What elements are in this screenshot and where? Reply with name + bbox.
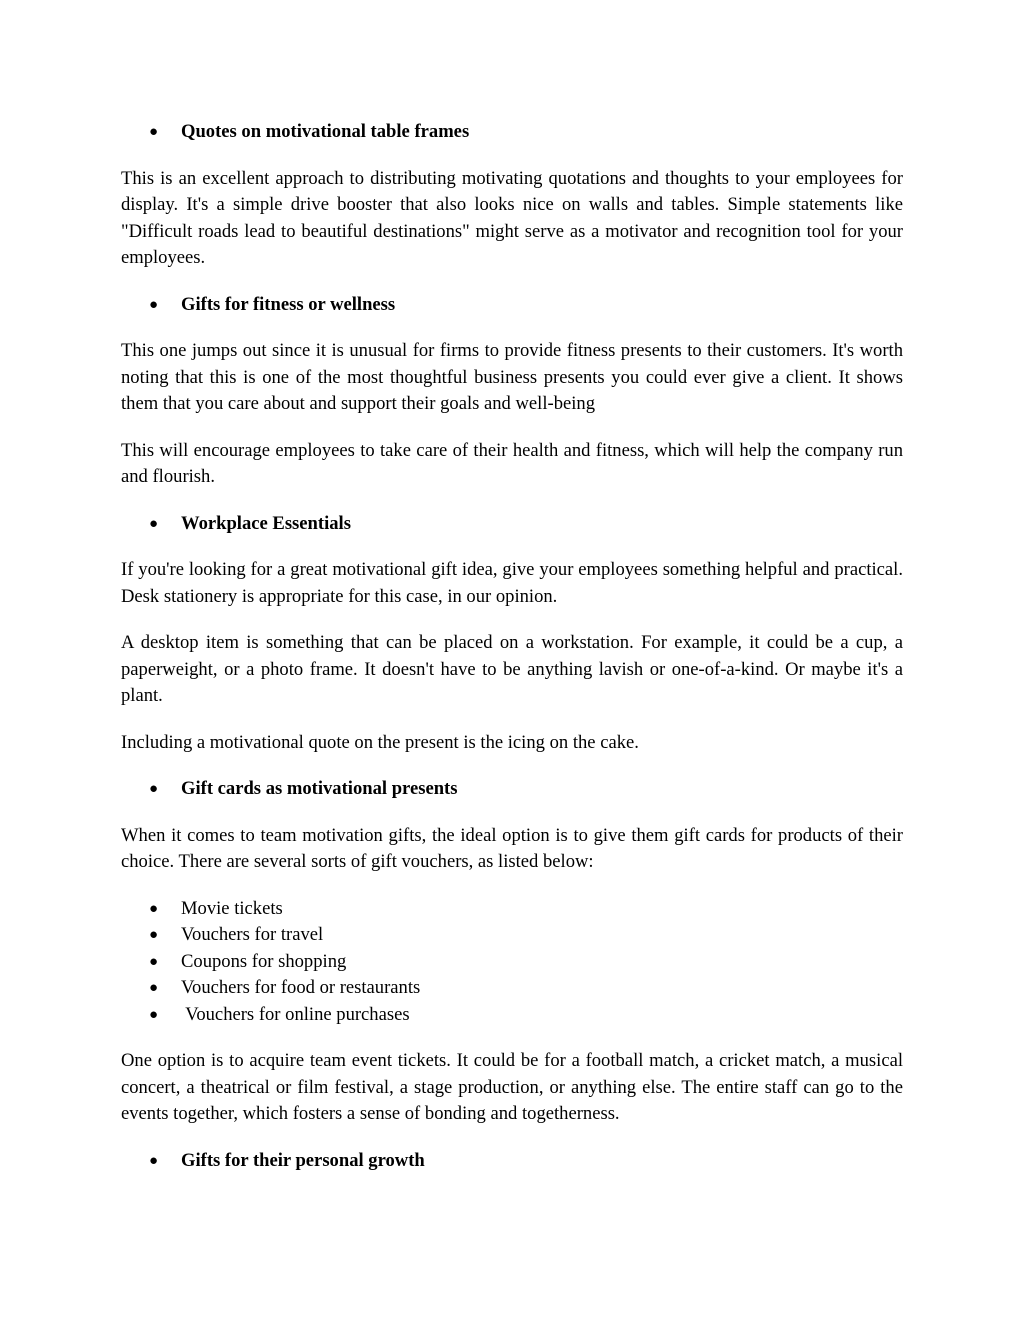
bullet-icon: ● xyxy=(149,980,159,996)
bullet-icon: ● xyxy=(149,1006,159,1023)
bullet-icon: ● xyxy=(149,781,159,797)
paragraph: This one jumps out since it is unusual for firms to provide fitness presents to their customers. It's worth noting that this is one of the most thoughtful business presents you could ever give a client. It shows them that you care about and support their goals and well-being xyxy=(121,340,903,414)
list-item-text: Movie tickets xyxy=(181,897,283,919)
section-heading-workplace xyxy=(121,511,903,538)
bullet-icon: ● xyxy=(149,124,159,140)
list-item xyxy=(121,1002,903,1029)
paragraph: One option is to acquire team event tickets. It could be for a football match, a cricket match, a musical concert, a theatrical or film festival, a stage production, or anything else. The entire staff can go to the events together, which fosters a sense of bonding and togetherness. xyxy=(121,1050,903,1124)
bullet-icon: ● xyxy=(149,927,159,943)
list-item-text: Vouchers for food or restaurants xyxy=(181,977,421,998)
document-page xyxy=(121,119,903,1194)
heading-text: Gift cards as motivational presents xyxy=(181,778,458,799)
bullet-icon: ● xyxy=(149,900,159,917)
list-item-text: Vouchers for online purchases xyxy=(181,1003,410,1025)
paragraph: Including a motivational quote on the present is the icing on the cake. xyxy=(121,731,639,753)
list-item xyxy=(121,949,903,976)
bullet-icon: ● xyxy=(149,1152,159,1169)
section-heading-quotes xyxy=(121,119,903,146)
heading-text: Quotes on motivational table frames xyxy=(181,121,470,142)
bullet-icon: ● xyxy=(149,953,159,970)
list-item-text: Vouchers for travel xyxy=(181,924,324,945)
section-heading-personal-growth xyxy=(121,1148,903,1175)
list-item-text: Coupons for shopping xyxy=(181,950,347,972)
bullet-icon: ● xyxy=(149,296,159,313)
list-item xyxy=(121,975,903,1002)
voucher-list xyxy=(121,896,903,1029)
paragraph: If you're looking for a great motivational gift idea, give your employees something helpful and practical. Desk stationery is appropriate for this case, in our opinion. xyxy=(121,559,903,607)
section-heading-gift-cards xyxy=(121,776,903,803)
paragraph: When it comes to team motivation gifts, the ideal option is to give them gift cards for products of their choice. There are several sorts of gift vouchers, as listed below: xyxy=(121,824,903,872)
heading-text: Gifts for their personal growth xyxy=(181,1149,425,1171)
paragraph: A desktop item is something that can be placed on a workstation. For example, it could be a cup, a paperweight, or a photo frame. It doesn't have to be anything lavish or one-of-a-kind. Or maybe it's a plant. xyxy=(121,632,903,706)
heading-text: Workplace Essentials xyxy=(181,512,351,534)
list-item xyxy=(121,896,903,923)
heading-text: Gifts for fitness or wellness xyxy=(181,293,396,315)
paragraph: This will encourage employees to take care of their health and fitness, which will help the company run and flourish. xyxy=(121,439,903,487)
section-heading-fitness xyxy=(121,292,903,319)
list-item xyxy=(121,922,903,949)
paragraph: This is an excellent approach to distributing motivating quotations and thoughts to your employees for display. It's a simple drive booster that also looks nice on walls and tables. Simple statements like "Difficult roads lead to beautiful destinations" might serve as a motivator and recognition tool for your employees. xyxy=(121,167,903,268)
bullet-icon: ● xyxy=(149,515,159,532)
